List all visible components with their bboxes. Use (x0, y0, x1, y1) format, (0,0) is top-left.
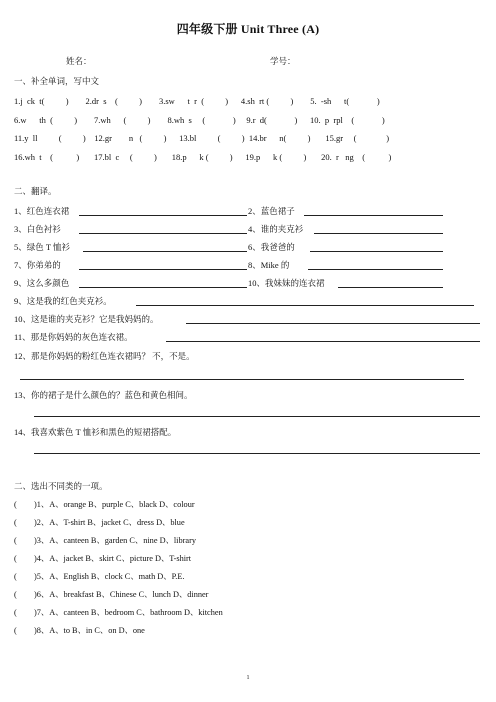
answer-line[interactable] (308, 269, 443, 270)
answer-line[interactable] (186, 323, 480, 324)
fill-word-row: 11.y ll ( ) 12.gr n ( ) 13.bl ( ) 14.br n( ) 15.gr ( ) (14, 133, 390, 143)
question-options: A、jacket B、skirt C、picture D、T-shirt (49, 554, 192, 563)
choice-question (14, 608, 223, 618)
page-number: 1 (246, 675, 250, 681)
question-number: )1、 (34, 500, 50, 509)
choice-question (14, 518, 185, 528)
choice-question (14, 626, 145, 636)
translation-item: 7、你弟弟的 (14, 260, 61, 270)
section2-heading: 二、翻译。 (14, 186, 57, 196)
answer-line[interactable] (304, 215, 443, 216)
name-label: 姓名： (66, 56, 92, 66)
translation-item: 9、这么多颜色 (14, 278, 70, 288)
translation-sentence: 13、你的裙子是什么颜色的？蓝色和黄色相间。 (14, 390, 193, 400)
question-options: A、English B、clock C、math D、P.E. (49, 572, 185, 581)
fill-word-row: 16.wh t ( ) 17.bl c ( ) 18.p k ( ) 19.p k ( ) 20. r ng ( ) (14, 152, 392, 162)
translation-sentence: 14、我喜欢紫色 T 恤衫和黑色的短裙搭配。 (14, 427, 177, 437)
translation-sentence: 11、那是你妈妈的灰色连衣裙。 (14, 332, 133, 342)
answer-line[interactable] (20, 379, 464, 380)
question-options: A、canteen B、garden C、nine D、library (49, 536, 196, 545)
answer-bracket[interactable]: ( (14, 626, 17, 635)
question-number: )5、 (34, 572, 50, 581)
question-number: )3、 (34, 536, 50, 545)
question-options: A、to B、in C、on D、one (49, 626, 145, 635)
student-number-label: 学号： (270, 56, 296, 66)
choice-question (14, 536, 196, 546)
answer-bracket[interactable]: ( (14, 536, 17, 545)
answer-line[interactable] (310, 251, 443, 252)
answer-line[interactable] (136, 305, 474, 306)
answer-bracket[interactable]: ( (14, 554, 17, 563)
choice-question (14, 572, 185, 582)
choice-question (14, 500, 195, 510)
translation-sentence: 9、这是我的红色夹克衫。 (14, 296, 112, 306)
question-number: )4、 (34, 554, 50, 563)
translation-item: 2、蓝色裙子 (248, 206, 295, 216)
fill-word-row: 6.w th ( ) 7.wh ( ) 8.wh s ( ) 9.r d( ) 10. p rpl ( ) (14, 115, 385, 125)
question-options: A、orange B、purple C、black D、colour (49, 500, 195, 509)
translation-item: 3、白色衬衫 (14, 224, 61, 234)
translation-item: 5、绿色 T 恤衫 (14, 242, 71, 252)
answer-line[interactable] (83, 251, 247, 252)
question-number: )2、 (34, 518, 50, 527)
answer-line[interactable] (34, 416, 480, 417)
translation-item: 8、Mike 的 (248, 260, 290, 270)
translation-item: 4、谁的夹克衫 (248, 224, 304, 234)
answer-line[interactable] (166, 341, 480, 342)
worksheet-title: 四年级下册 Unit Three (A) (176, 22, 320, 36)
question-number: )8、 (34, 626, 50, 635)
choice-question (14, 590, 208, 600)
answer-line[interactable] (314, 233, 443, 234)
answer-line[interactable] (79, 287, 247, 288)
answer-line[interactable] (79, 269, 247, 270)
answer-bracket[interactable]: ( (14, 500, 17, 509)
translation-sentence: 10、这是谁的夹克衫？它是我妈妈的。 (14, 314, 159, 324)
answer-line[interactable] (79, 215, 247, 216)
question-number: )7、 (34, 608, 50, 617)
question-options: A、breakfast B、Chinese C、lunch D、dinner (49, 590, 209, 599)
answer-bracket[interactable]: ( (14, 590, 17, 599)
translation-sentence: 12、那是你妈妈的粉红色连衣裙吗？ 不，不是。 (14, 351, 195, 361)
answer-bracket[interactable]: ( (14, 518, 17, 527)
answer-bracket[interactable]: ( (14, 608, 17, 617)
question-number: )6、 (34, 590, 50, 599)
question-options: A、T-shirt B、jacket C、dress D、blue (49, 518, 185, 527)
translation-item: 10、我妹妹的连衣裙 (248, 278, 325, 288)
answer-line[interactable] (34, 453, 480, 454)
section1-heading: 一、补全单词，写中文 (14, 76, 100, 86)
choice-question (14, 554, 191, 564)
translation-item: 1、红色连衣裙 (14, 206, 70, 216)
answer-bracket[interactable]: ( (14, 572, 17, 581)
translation-item: 6、我爸爸的 (248, 242, 295, 252)
answer-line[interactable] (338, 287, 443, 288)
answer-line[interactable] (79, 233, 247, 234)
fill-word-row: 1.j ck t( ) 2.dr s ( ) 3.sw t r ( ) 4.sh rt ( ) 5. -sh t( ) (14, 96, 380, 106)
section3-heading: 二、选出不同类的一项。 (14, 481, 108, 491)
question-options: A、canteen B、bedroom C、bathroom D、kitchen (49, 608, 223, 617)
